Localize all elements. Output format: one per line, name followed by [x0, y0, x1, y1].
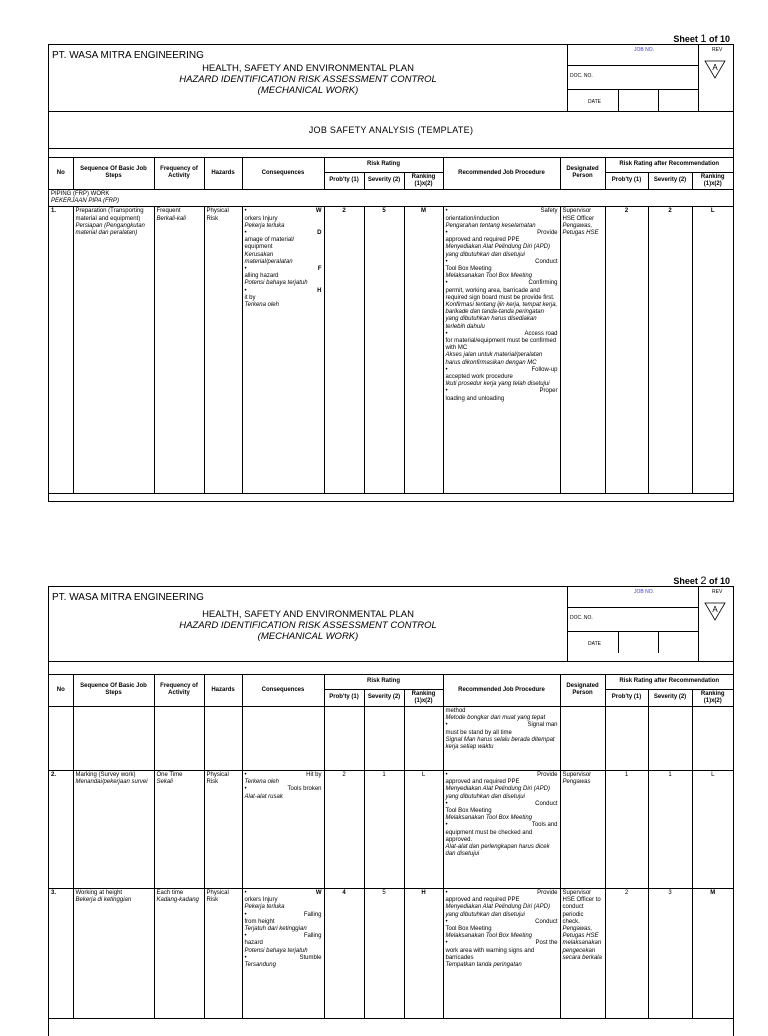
risk-ranking: M	[404, 207, 443, 494]
company-name: PT. WASA MITRA ENGINEERING	[52, 592, 204, 603]
procedure-cell: • Provide approved and required PPE Menyediakan Alat Pelindung Diri (APD) yang dibutuhkan dan disetujui • Conduct Tool Box Meeting Melaksanakan Tool Box Meeting • Post the work area with warning signs and barricades Tempatkan tanda peringatan	[443, 888, 560, 1018]
job-step-cell	[73, 888, 154, 1018]
after-prob: 2	[605, 888, 648, 1018]
consequences-cell: • W orkers Injury Pekerja terluka • D amage of material/ equipment Kerusakan material/peralatan • F alling hazard Potensi bahaya terjatuh • H it by Terkena oleh	[242, 207, 324, 494]
bullet-head: Follow-up	[531, 366, 558, 373]
procedure-id: Akses jalan untuk material/peralatan harus dikonfirmasikan dengan MC	[445, 352, 543, 366]
col-after-severity: Severity (2)	[648, 689, 692, 706]
frequency-id: Kadang-kadang	[156, 897, 199, 904]
plan-title-main: HEALTH, SAFETY AND ENVIRONMENTAL PLAN	[202, 63, 414, 74]
document-info-box	[567, 45, 734, 111]
doc-no-label: DOC. NO.	[570, 615, 593, 621]
frequency-id: Sekali	[156, 779, 173, 786]
sheet-current: 2	[700, 575, 707, 587]
col-consequences: Consequences	[242, 675, 324, 706]
document-info-box	[567, 587, 734, 661]
consequence-id: Tersandung	[244, 961, 276, 968]
col-consequences: Consequences	[242, 158, 324, 189]
frequency-cell	[154, 888, 204, 1018]
bullet-head: Access road	[524, 330, 558, 337]
sheet-label: Sheet	[673, 576, 698, 586]
after-severity: 1	[648, 770, 692, 888]
hazard: Physical Risk	[204, 207, 242, 494]
col-severity: Severity (2)	[364, 689, 404, 706]
consequence: it by	[244, 294, 256, 301]
procedure-en: Tool Box Meeting	[445, 925, 492, 932]
rev-label: REV	[712, 589, 723, 595]
risk-severity: 5	[364, 888, 404, 1018]
risk-severity: 5	[364, 207, 404, 494]
col-steps: Sequence Of Basic Job Steps	[73, 675, 154, 706]
procedure-en: permit, working area, barricade and required sign board must be provide first.	[445, 287, 555, 301]
consequence-id: Terkena oleh	[244, 301, 279, 308]
table-row	[49, 770, 733, 888]
bullet-head: Conduct	[535, 918, 558, 925]
consequence: orkers Injury	[244, 215, 278, 222]
company-name: PT. WASA MITRA ENGINEERING	[52, 50, 204, 61]
col-person: Designated Person	[560, 158, 605, 189]
procedure-id: Menyediakan Alat Pelindung Diri (APD) yang dibutuhkan dan disetujui	[445, 786, 550, 800]
revision-triangle-icon	[704, 601, 726, 621]
consequence-id: Potensi bahaya terjatuh	[244, 947, 308, 954]
rev-label: REV	[712, 47, 723, 53]
plan-title	[49, 63, 567, 96]
jsa-title: JOB SAFETY ANALYSIS (TEMPLATE)	[49, 112, 733, 149]
bullet-head: Tools and	[531, 822, 558, 829]
procedure-en: approved and required PPE	[445, 237, 520, 244]
procedure-id: Pengarahan tentang keselamatan	[445, 222, 536, 229]
consequences-cell: • W orkers Injury Pekerja terluka • Falling from height Terjatuh dari ketinggian • Falling hazard Potensi bahaya terjatuh • Stumble Tersandung	[242, 888, 324, 1018]
designated-person-id: Pengawas	[562, 779, 591, 786]
after-ranking: M	[692, 888, 733, 1018]
job-step: Preparation (Transporting material and equipment)	[75, 208, 144, 222]
col-after-prob: Prob'ty (1)	[605, 689, 648, 706]
job-step-id: Menandai/pekerjaan survei	[75, 779, 148, 786]
risk-prob: 4	[324, 888, 364, 1018]
procedure-en: Tool Box Meeting	[445, 265, 492, 272]
procedure-en: Tool Box Meeting	[445, 807, 492, 814]
rev-value: A	[712, 605, 718, 614]
consequence-id: Alat-alat rusak	[244, 793, 283, 800]
designated-person: Supervisor HSE Officer	[562, 208, 595, 222]
sheet-header	[49, 587, 733, 662]
job-no-label: JOB NO.	[634, 47, 655, 53]
sheet-1	[48, 44, 734, 502]
consequences-cell: • Hit by Terkena oleh • Tools broken Alat-alat rusak	[242, 770, 324, 888]
procedure-en: approved and required PPE	[445, 779, 520, 786]
after-prob: 1	[605, 770, 648, 888]
frequency: Frequent	[156, 208, 181, 215]
consequence-id: Pekerja terluka	[244, 222, 285, 229]
consequence: from height	[244, 918, 275, 925]
procedure-id: Metode bongkar dan muat yang tepat	[445, 715, 546, 722]
section-title-id: PEKERJAAN PIPA (FRP)	[51, 198, 120, 205]
col-after-ranking: Ranking (1)x(2)	[692, 689, 733, 706]
consequence: Hit by	[306, 771, 322, 778]
col-ranking: Ranking (1)x(2)	[404, 689, 443, 706]
col-after-prob: Prob'ty (1)	[605, 172, 648, 189]
bullet-head: F	[317, 265, 322, 272]
col-risk-after: Risk Rating after Recommendation	[605, 675, 733, 689]
job-no-label: JOB NO.	[634, 589, 655, 595]
bullet-head: Conduct	[535, 800, 558, 807]
table-row	[49, 888, 733, 1018]
doc-no-label: DOC. NO.	[570, 73, 593, 79]
job-step-cell	[73, 207, 154, 494]
sheet-header	[49, 45, 733, 112]
after-prob: 2	[605, 207, 648, 494]
frequency-id: Berkali-kali	[156, 215, 186, 222]
bullet-head: Proper	[539, 388, 558, 395]
plan-title	[49, 609, 567, 642]
procedure-id: Konfirmasi tentang ijin kerja, tempat kerja, barikade dan tanda-tanda peringatan yang dibutuhkan harus disediakan terlebih dahulu	[445, 301, 558, 330]
bullet-head: Falling	[303, 911, 322, 918]
col-procedure: Recommended Job Procedure	[443, 158, 560, 189]
after-severity: 2	[648, 207, 692, 494]
sheet-label: Sheet	[673, 34, 698, 44]
date-label: DATE	[588, 99, 601, 105]
frequency-cell	[154, 770, 204, 888]
designated-person-id: Pengawas, Petugas HSE	[562, 222, 599, 236]
bullet-head: Falling	[303, 933, 322, 940]
jsa-table	[49, 158, 733, 494]
procedure-en: loading and unloading	[445, 395, 505, 402]
hazard: Physical Risk	[204, 888, 242, 1018]
consequence-id: Kerusakan material/peralatan	[244, 251, 293, 265]
plan-subtitle-2: (MECHANICAL WORK)	[257, 85, 359, 96]
consequence-id: Terjatuh dari ketinggian	[244, 925, 307, 932]
col-frequency: Frequency of Activity	[154, 158, 204, 189]
section-title	[49, 189, 733, 206]
risk-prob: 2	[324, 207, 364, 494]
bullet-head: H	[317, 287, 322, 294]
col-ranking: Ranking (1)x(2)	[404, 172, 443, 189]
consequence-id: Potensi bahaya terjatuh	[244, 280, 308, 287]
bullet-head: W	[315, 889, 322, 896]
consequence: alling hazard	[244, 273, 279, 280]
sheet-total: of 10	[708, 576, 730, 586]
frequency-cell	[154, 207, 204, 494]
procedure-en: for material/equipment must be confirmed with MC	[445, 337, 557, 352]
col-prob: Prob'ty (1)	[324, 689, 364, 706]
row-number: 2.	[49, 770, 73, 888]
col-person: Designated Person	[560, 675, 605, 706]
procedure-en: work area with warning signs and barricades	[445, 947, 535, 961]
procedure-id: Melaksanakan Tool Box Meeting	[445, 815, 532, 822]
col-after-ranking: Ranking (1)x(2)	[692, 172, 733, 189]
col-no: No	[49, 158, 73, 189]
hazard: Physical Risk	[204, 770, 242, 888]
plan-subtitle-2: (MECHANICAL WORK)	[257, 631, 359, 642]
person-cell	[560, 888, 605, 1018]
row-number: 1.	[49, 207, 73, 494]
job-step: Marking (Survey work)	[75, 771, 136, 778]
consequence: hazard	[244, 940, 263, 947]
procedure-en: orientation/induction	[445, 215, 500, 222]
bullet-head: W	[315, 208, 322, 215]
revision-triangle-icon	[704, 59, 726, 79]
procedure-id: Signal Man harus selalu berada ditempat kerja setiap waktu	[445, 736, 555, 750]
col-procedure: Recommended Job Procedure	[443, 675, 560, 706]
plan-subtitle: HAZARD IDENTIFICATION RISK ASSESSMENT CONTROL	[179, 620, 437, 631]
procedure-id: Melaksanakan Tool Box Meeting	[445, 273, 532, 280]
col-risk-rating: Risk Rating	[324, 675, 443, 689]
designated-person: Supervisor HSE Officer to conduct periodic check.	[562, 889, 601, 925]
bullet-head: Post the	[535, 940, 558, 947]
sheet-total: of 10	[708, 34, 730, 44]
person-cell	[560, 207, 605, 494]
col-after-severity: Severity (2)	[648, 172, 692, 189]
table-row	[49, 207, 733, 494]
bullet-head: Safety	[540, 208, 558, 215]
procedure-id: Melaksanakan Tool Box Meeting	[445, 933, 532, 940]
designated-person: Supervisor	[562, 771, 592, 778]
bullet-head: Provide	[537, 771, 558, 778]
frequency: Each time	[156, 889, 184, 896]
date-label: DATE	[588, 641, 601, 647]
col-steps: Sequence Of Basic Job Steps	[73, 158, 154, 189]
procedure-cell: • Provide approved and required PPE Menyediakan Alat Pelindung Diri (APD) yang dibutuhkan dan disetujui • Conduct Tool Box Meeting Melaksanakan Tool Box Meeting • Tools and equipment must be checked and approved. Alat-alat dan perlengkapan harus dicek dan disetujui	[443, 770, 560, 888]
procedure-id: Alat-alat dan perlengkapan harus dicek dan disetujui	[445, 843, 550, 858]
job-step-cell	[73, 770, 154, 888]
procedure-cell: • Safety orientation/induction Pengarahan tentang keselamatan • Provide approved and required PPE Menyediakan Alat Pelindung Diri (APD) yang dibutuhkan dan disetujui • Conduct Tool Box Meeting Melaksanakan Tool Box Meeting • Confirming permit, working area, barricade and required sign board must be provide first. Konfirmasi tentang ijin kerja, tempat kerja, barikade dan tanda-tanda peringatan yang dibutuhkan harus disediakan terlebih dahulu • Access road for material/equipment must be confirmed with MC Akses jalan untuk material/peralatan harus dikonfirmasikan dengan MC • Follow-up accepted work procedure Ikuti prosedur kerja yang telah disetujui • Proper loading and unloading	[443, 207, 560, 494]
section-title-en: PIPING (FRP) WORK	[51, 190, 110, 197]
col-risk-after: Risk Rating after Recommendation	[605, 158, 733, 172]
bullet-head: Provide	[537, 889, 558, 896]
col-no: No	[49, 675, 73, 706]
procedure-en: must be stand by all time	[445, 729, 512, 736]
after-severity: 3	[648, 888, 692, 1018]
procedure-id: Menyediakan Alat Pelindung Diri (APD) yang dibutuhkan dan disetujui	[445, 904, 550, 918]
job-step-id: Persiapan (Pengangkutan material dan peralatan)	[75, 222, 145, 236]
plan-subtitle: HAZARD IDENTIFICATION RISK ASSESSMENT CONTROL	[179, 74, 437, 85]
job-step-id: Bekerja di ketinggian	[75, 897, 132, 904]
col-hazards: Hazards	[204, 158, 242, 189]
procedure-id: Tempatkan tanda peringatan	[445, 961, 522, 968]
table-row	[49, 706, 733, 770]
procedure-id: Ikuti prosedur kerja yang telah disetujui	[445, 381, 550, 388]
bullet-head: Signal man	[527, 722, 558, 729]
procedure-en: method	[445, 707, 466, 714]
procedure-en: approved and required PPE	[445, 897, 520, 904]
col-risk-rating: Risk Rating	[324, 158, 443, 172]
rev-value: A	[712, 63, 718, 72]
after-ranking: L	[692, 207, 733, 494]
bullet-head: Confirming	[528, 280, 558, 287]
consequence-id: Pekerja terluka	[244, 904, 285, 911]
col-severity: Severity (2)	[364, 172, 404, 189]
procedure-en: equipment must be checked and approved.	[445, 829, 533, 843]
bullet-head: D	[317, 229, 322, 236]
risk-ranking: H	[404, 888, 443, 1018]
bullet-head: Conduct	[535, 258, 558, 265]
plan-title-main: HEALTH, SAFETY AND ENVIRONMENTAL PLAN	[202, 609, 414, 620]
risk-ranking: L	[404, 770, 443, 888]
after-ranking: L	[692, 770, 733, 888]
procedure-cell: method Metode bongkar dan muat yang tepat • Signal man must be stand by all time Signal Man harus selalu berada ditempat kerja setiap waktu	[443, 706, 560, 770]
consequence: Tools broken	[287, 786, 322, 793]
col-hazards: Hazards	[204, 675, 242, 706]
risk-prob: 2	[324, 770, 364, 888]
col-prob: Prob'ty (1)	[324, 172, 364, 189]
row-number: 3.	[49, 888, 73, 1018]
sheet-2	[48, 586, 734, 1036]
procedure-id: Menyediakan Alat Pelindung Diri (APD) yang dibutuhkan dan disetujui	[445, 244, 550, 258]
person-cell	[560, 770, 605, 888]
bullet-head: Provide	[537, 229, 558, 236]
designated-person-id: Pengawas, Petugas HSE melaksanakan pengecekan secara berkala	[562, 925, 602, 961]
consequence: orkers Injury	[244, 897, 278, 904]
col-frequency: Frequency of Activity	[154, 675, 204, 706]
sheet-current: 1	[700, 33, 707, 45]
procedure-en: accepted work procedure	[445, 373, 513, 380]
jsa-table	[49, 675, 733, 1019]
bullet-head: Stumble	[299, 954, 322, 961]
frequency: One Time	[156, 771, 183, 778]
consequence-id: Terkena oleh	[244, 779, 279, 786]
job-step: Working at height	[75, 889, 123, 896]
risk-severity: 1	[364, 770, 404, 888]
consequence: amage of material/ equipment	[244, 237, 295, 251]
